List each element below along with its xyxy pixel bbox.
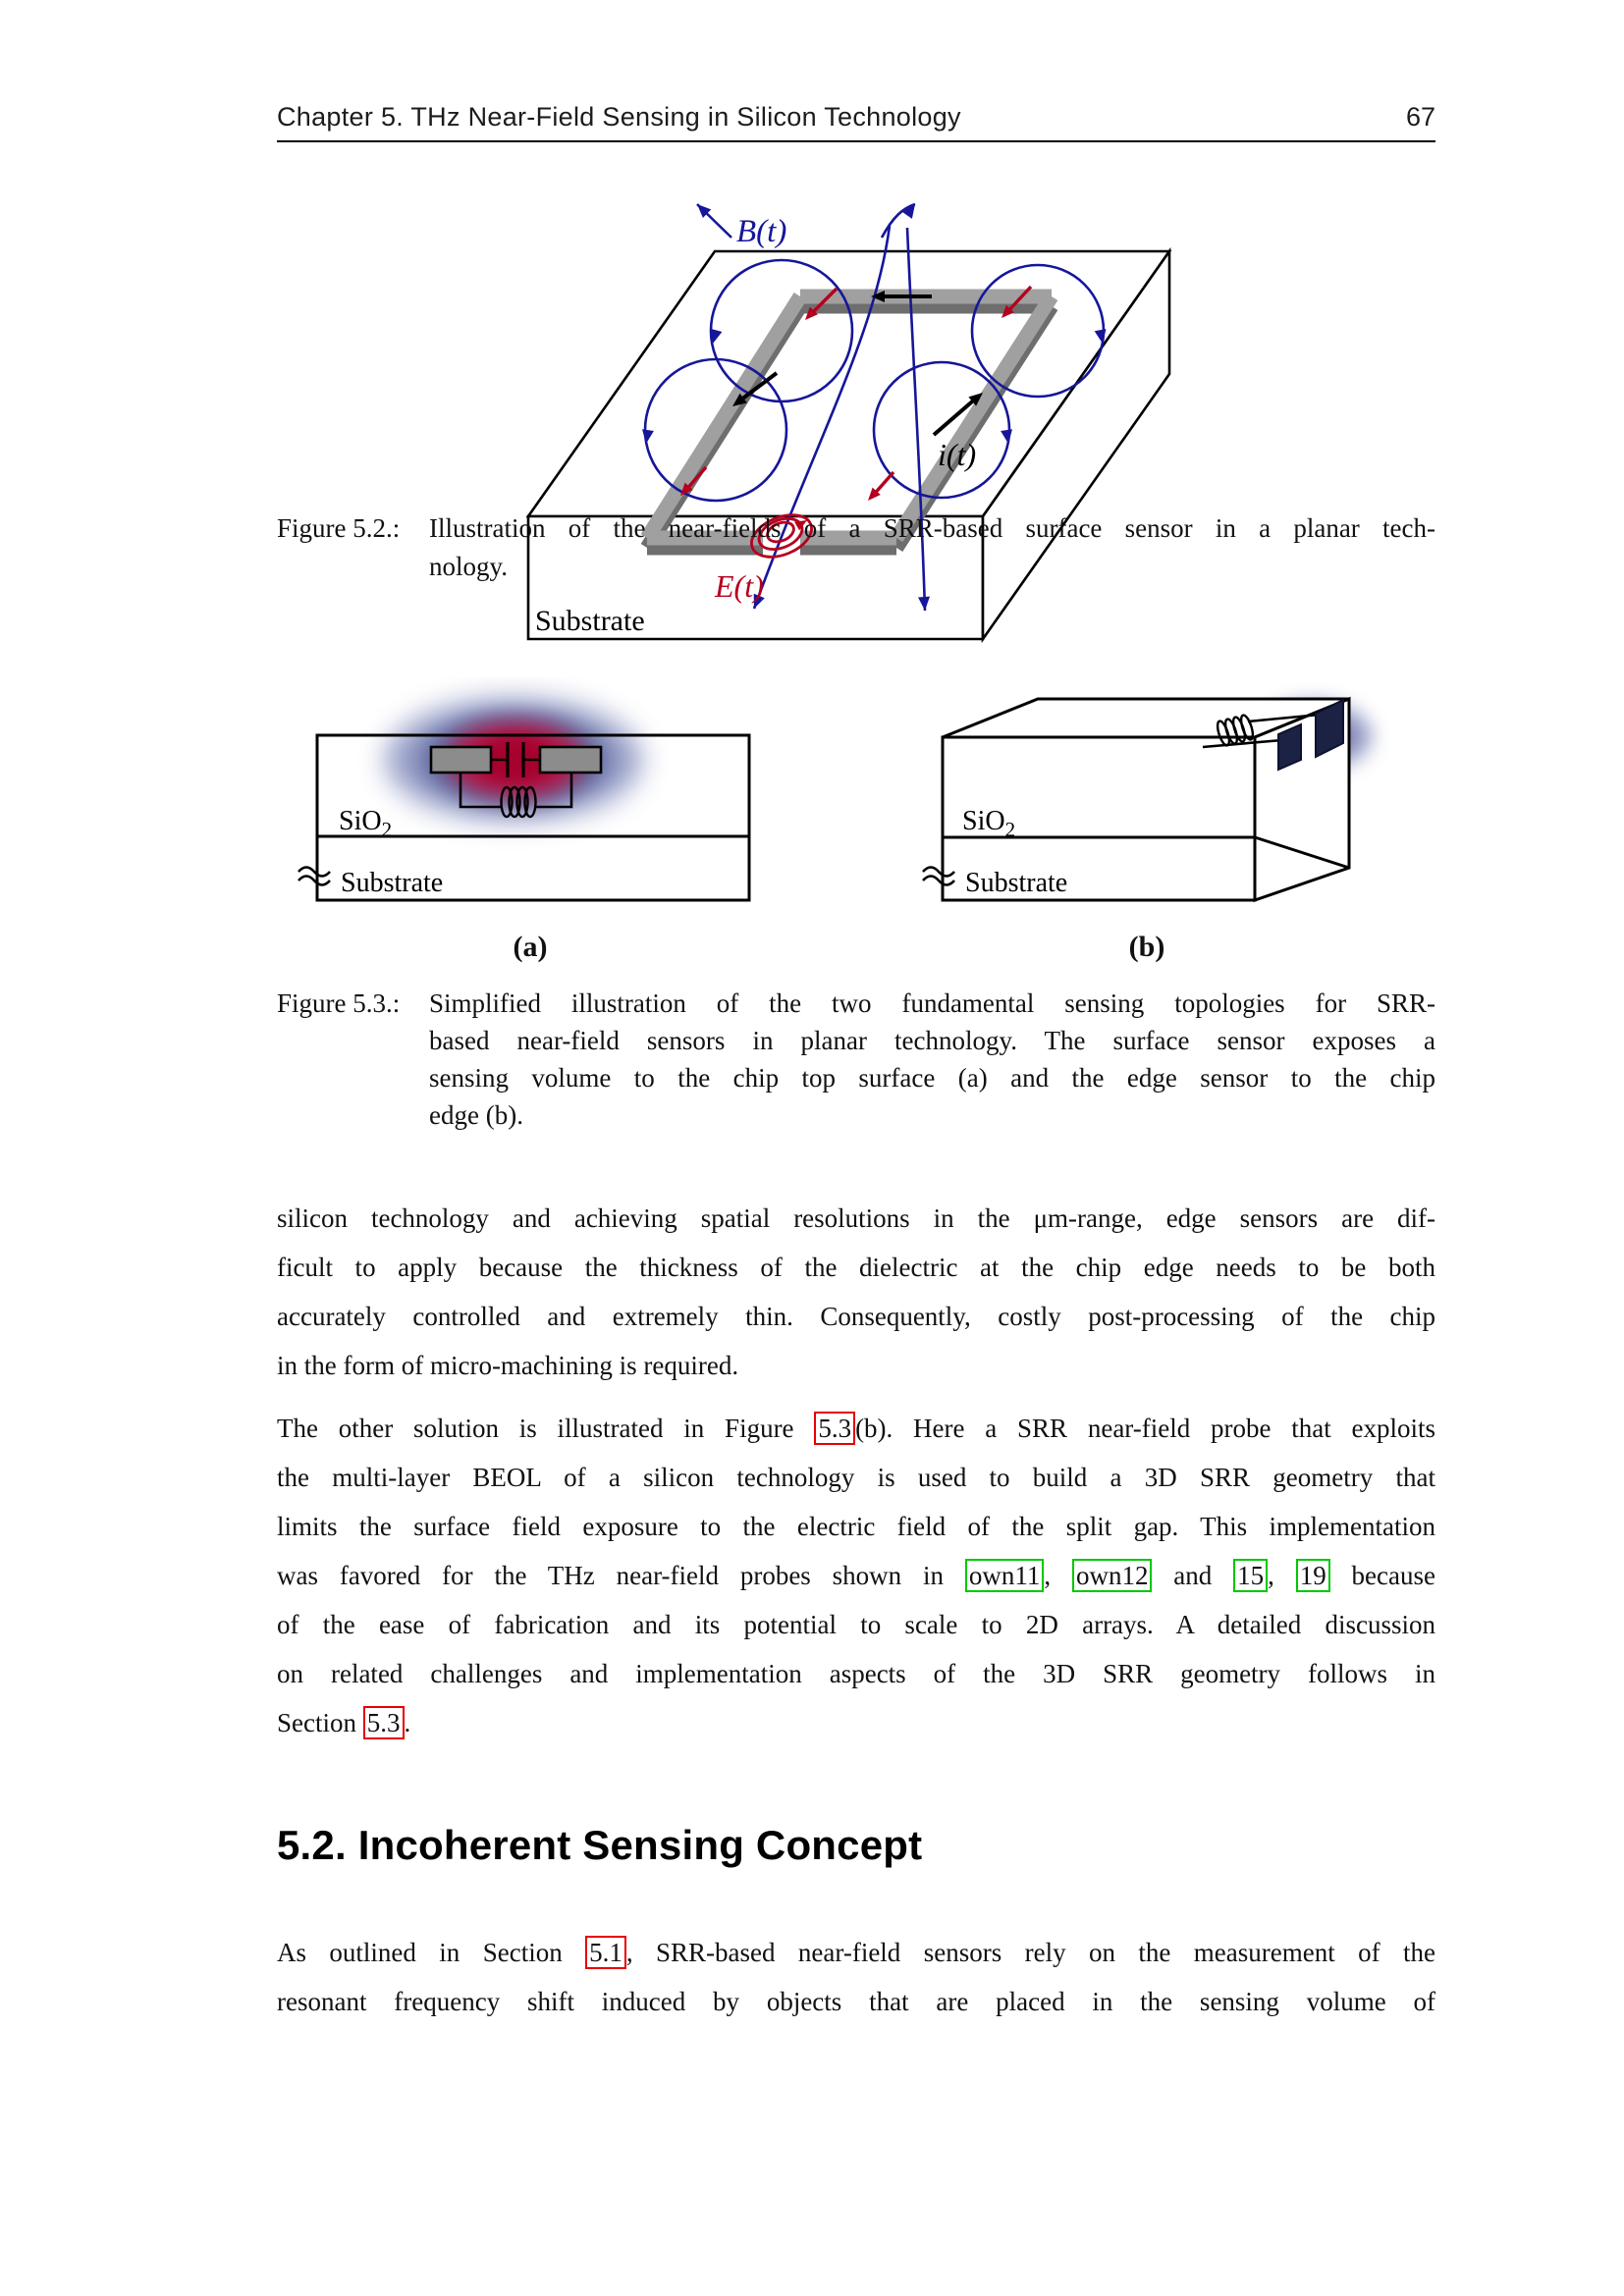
section-ref-link[interactable]: 5.3 [363, 1706, 405, 1739]
citation-link[interactable]: own11 [965, 1559, 1045, 1592]
figure-5-2-caption-line: Illustration of the near-fields of a SRR-based surface sensor in a planar tech- [429, 513, 1435, 543]
e-field-label: E(t) [715, 568, 764, 604]
figure-5-3-caption-line: Simplified illustration of the two fundamental sensing topologies for SRR- [429, 988, 1435, 1018]
body-text-line: the multi-layer BEOL of a silicon technology is used to build a 3D SRR geometry that [277, 1463, 1435, 1492]
citation-link[interactable]: 19 [1296, 1559, 1330, 1592]
citation-link[interactable]: 15 [1233, 1559, 1268, 1592]
b-field-label: B(t) [736, 214, 787, 249]
body-text-line: in the form of micro-machining is required. [277, 1351, 739, 1380]
text-segment: , SRR-based near-field sensors rely on the measurement of the [625, 1938, 1436, 1967]
citation-link[interactable]: own12 [1072, 1559, 1153, 1592]
text-segment: . [404, 1708, 411, 1737]
subfigure-b-tag: (b) [1128, 931, 1165, 963]
text-segment: was favored for the THz near-field probes shown in [277, 1561, 965, 1590]
text-segment: As outlined in Section [277, 1938, 586, 1967]
figure-ref-link[interactable]: 5.3 [814, 1412, 855, 1445]
text-segment: Section [277, 1708, 363, 1737]
text-segment: (b). Here a SRR near-field probe that exploits [855, 1414, 1435, 1443]
header-rule [277, 140, 1435, 142]
page-number: 67 [1405, 102, 1435, 132]
substrate-label: Substrate [965, 868, 1068, 898]
body-text-line: of the ease of fabrication and its potential to scale to 2D arrays. A detailed discussion [277, 1610, 1435, 1639]
substrate-label: Substrate [535, 605, 645, 637]
body-text-line: ficult to apply because the thickness of the dielectric at the chip edge needs to be both [277, 1253, 1435, 1282]
body-text-line: resonant frequency shift induced by objects that are placed in the sensing volume of [277, 1987, 1435, 2016]
subfigure-a-tag: (a) [513, 931, 548, 963]
body-text-line: accurately controlled and extremely thin. Consequently, costly post-processing of the chip [277, 1302, 1435, 1331]
figure-5-3-caption-line: based near-field sensors in planar technology. The surface sensor exposes a [429, 1026, 1435, 1055]
body-text-line: silicon technology and achieving spatial resolutions in the μm-range, edge sensors are dif- [277, 1203, 1435, 1233]
sensing-volume-glow [386, 699, 641, 821]
text-segment: because [1329, 1561, 1436, 1590]
substrate-break-icon [298, 868, 330, 885]
figure-5-3-caption-line: edge (b). [429, 1100, 523, 1130]
text-segment: , [1044, 1561, 1072, 1590]
section-ref-link[interactable]: 5.1 [585, 1936, 626, 1969]
figure-5-2-caption-label: Figure 5.2.: [277, 513, 401, 543]
body-text-line [277, 1412, 1435, 1445]
sio2-label: SiO$_2$ [962, 806, 1016, 841]
substrate-label: Substrate [341, 868, 444, 898]
body-text-line: limits the surface field exposure to the electric field of the split gap. This implementation [277, 1512, 1435, 1541]
current-label: i(t) [938, 437, 977, 472]
figure-5-3-caption-line: sensing volume to the chip top surface (a) and the edge sensor to the chip [429, 1063, 1435, 1093]
sio2-label: SiO$_2$ [339, 806, 393, 841]
body-text-line [277, 1706, 1435, 1739]
figure-5-3-caption-label: Figure 5.3.: [277, 988, 401, 1018]
text-segment: The other solution is illustrated in Figure [277, 1414, 815, 1443]
body-text-line [277, 1559, 1435, 1592]
running-header: Chapter 5. THz Near-Field Sensing in Silicon Technology [277, 102, 961, 132]
section-heading: 5.2. Incoherent Sensing Concept [277, 1822, 923, 1868]
text-segment: , [1268, 1561, 1296, 1590]
text-segment: and [1152, 1561, 1234, 1590]
body-text-line: on related challenges and implementation aspects of the 3D SRR geometry follows in [277, 1659, 1435, 1688]
figure-5-2-srr-nearfield-illustration [491, 187, 1198, 658]
body-text-line [277, 1936, 1435, 1969]
figure-5-2-caption-line: nology. [429, 552, 508, 581]
